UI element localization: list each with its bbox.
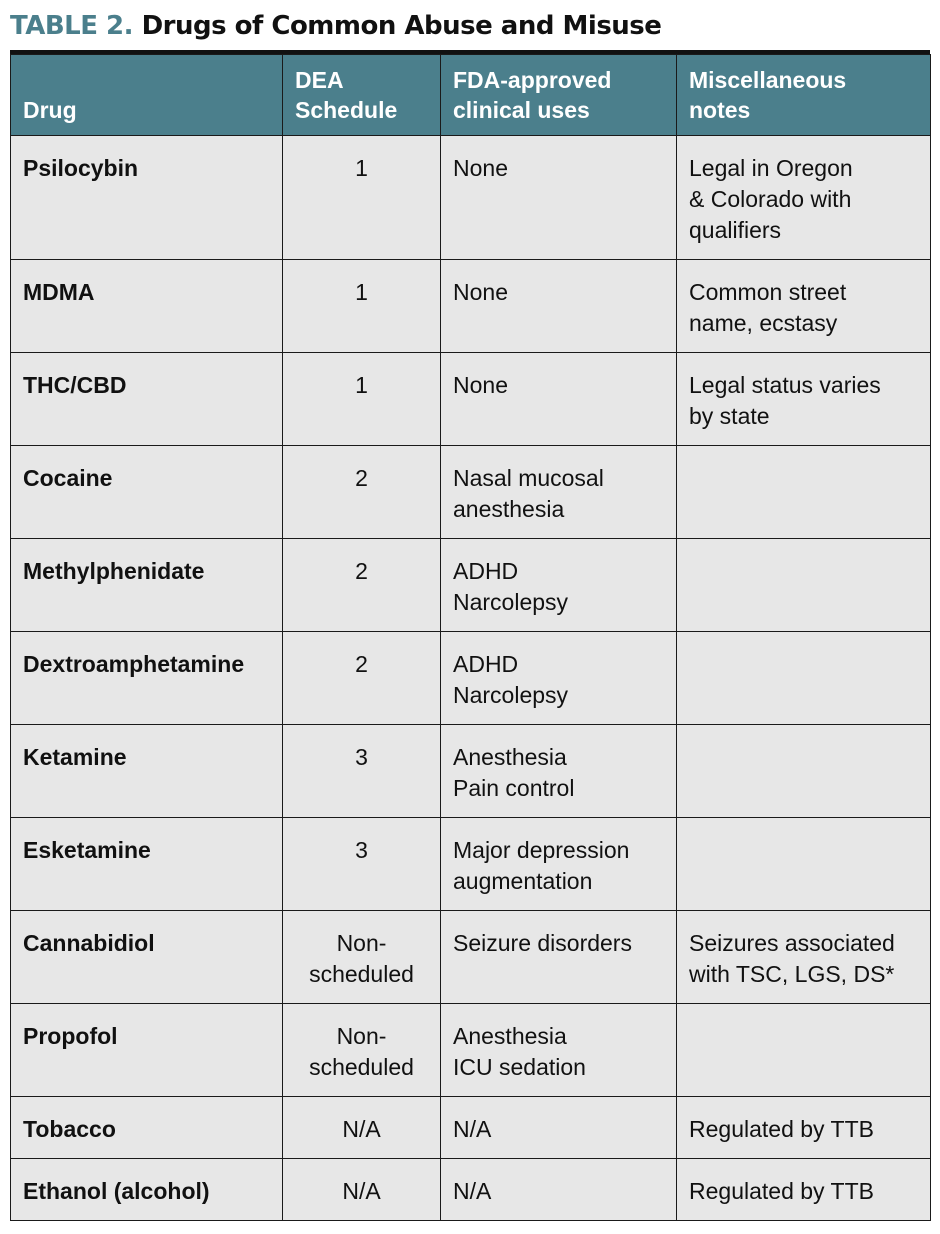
cell-drug: THC/CBD bbox=[11, 353, 283, 446]
cell-notes bbox=[677, 818, 931, 911]
cell-drug: Propofol bbox=[11, 1004, 283, 1097]
cell-drug: Esketamine bbox=[11, 818, 283, 911]
cell-uses: None bbox=[441, 136, 677, 260]
cell-uses: Major depression augmentation bbox=[441, 818, 677, 911]
cell-notes: Regulated by TTB bbox=[677, 1097, 931, 1159]
cell-uses: ADHD Narcolepsy bbox=[441, 632, 677, 725]
cell-drug: MDMA bbox=[11, 260, 283, 353]
cell-drug: Methylphenidate bbox=[11, 539, 283, 632]
cell-schedule: 1 bbox=[283, 136, 441, 260]
cell-notes bbox=[677, 1004, 931, 1097]
drugs-table bbox=[10, 54, 931, 1221]
cell-drug: Ketamine bbox=[11, 725, 283, 818]
table-row bbox=[11, 353, 931, 446]
header-misc-notes: Miscellaneous notes bbox=[677, 55, 931, 136]
table-row bbox=[11, 911, 931, 1004]
table-title-text: Drugs of Common Abuse and Misuse bbox=[141, 11, 662, 41]
cell-schedule: 1 bbox=[283, 353, 441, 446]
cell-drug: Cannabidiol bbox=[11, 911, 283, 1004]
header-dea-schedule: DEA Schedule bbox=[283, 55, 441, 136]
cell-schedule: 1 bbox=[283, 260, 441, 353]
table-row bbox=[11, 632, 931, 725]
table-row bbox=[11, 1159, 931, 1221]
table-row bbox=[11, 136, 931, 260]
cell-uses: Anesthesia Pain control bbox=[441, 725, 677, 818]
table-row bbox=[11, 539, 931, 632]
table-row bbox=[11, 818, 931, 911]
cell-uses: Seizure disorders bbox=[441, 911, 677, 1004]
cell-drug: Dextroamphetamine bbox=[11, 632, 283, 725]
cell-schedule: Non- scheduled bbox=[283, 1004, 441, 1097]
cell-schedule: 2 bbox=[283, 632, 441, 725]
cell-uses: Nasal mucosal anesthesia bbox=[441, 446, 677, 539]
table-row bbox=[11, 1004, 931, 1097]
cell-schedule: 3 bbox=[283, 725, 441, 818]
cell-schedule: 2 bbox=[283, 446, 441, 539]
cell-schedule: 2 bbox=[283, 539, 441, 632]
table-row bbox=[11, 1097, 931, 1159]
cell-drug: Tobacco bbox=[11, 1097, 283, 1159]
cell-schedule: Non- scheduled bbox=[283, 911, 441, 1004]
header-row bbox=[11, 55, 931, 136]
cell-notes bbox=[677, 446, 931, 539]
cell-uses: None bbox=[441, 260, 677, 353]
cell-notes: Regulated by TTB bbox=[677, 1159, 931, 1221]
cell-uses: N/A bbox=[441, 1097, 677, 1159]
cell-uses: Anesthesia ICU sedation bbox=[441, 1004, 677, 1097]
cell-schedule: N/A bbox=[283, 1159, 441, 1221]
header-drug: Drug bbox=[11, 55, 283, 136]
cell-drug: Psilocybin bbox=[11, 136, 283, 260]
table-number-label: TABLE 2. bbox=[10, 11, 134, 41]
cell-notes: Common street name, ecstasy bbox=[677, 260, 931, 353]
cell-notes: Legal in Oregon & Colorado with qualifiers bbox=[677, 136, 931, 260]
cell-drug: Cocaine bbox=[11, 446, 283, 539]
cell-notes: Legal status varies by state bbox=[677, 353, 931, 446]
table-row bbox=[11, 725, 931, 818]
cell-notes: Seizures associated with TSC, LGS, DS* bbox=[677, 911, 931, 1004]
cell-notes bbox=[677, 539, 931, 632]
cell-notes bbox=[677, 632, 931, 725]
cell-uses: None bbox=[441, 353, 677, 446]
table-title bbox=[10, 6, 661, 46]
cell-schedule: 3 bbox=[283, 818, 441, 911]
cell-notes bbox=[677, 725, 931, 818]
table-row bbox=[11, 446, 931, 539]
header-fda-uses: FDA-approved clinical uses bbox=[441, 55, 677, 136]
cell-drug: Ethanol (alcohol) bbox=[11, 1159, 283, 1221]
table-row bbox=[11, 260, 931, 353]
cell-schedule: N/A bbox=[283, 1097, 441, 1159]
cell-uses: N/A bbox=[441, 1159, 677, 1221]
cell-uses: ADHD Narcolepsy bbox=[441, 539, 677, 632]
